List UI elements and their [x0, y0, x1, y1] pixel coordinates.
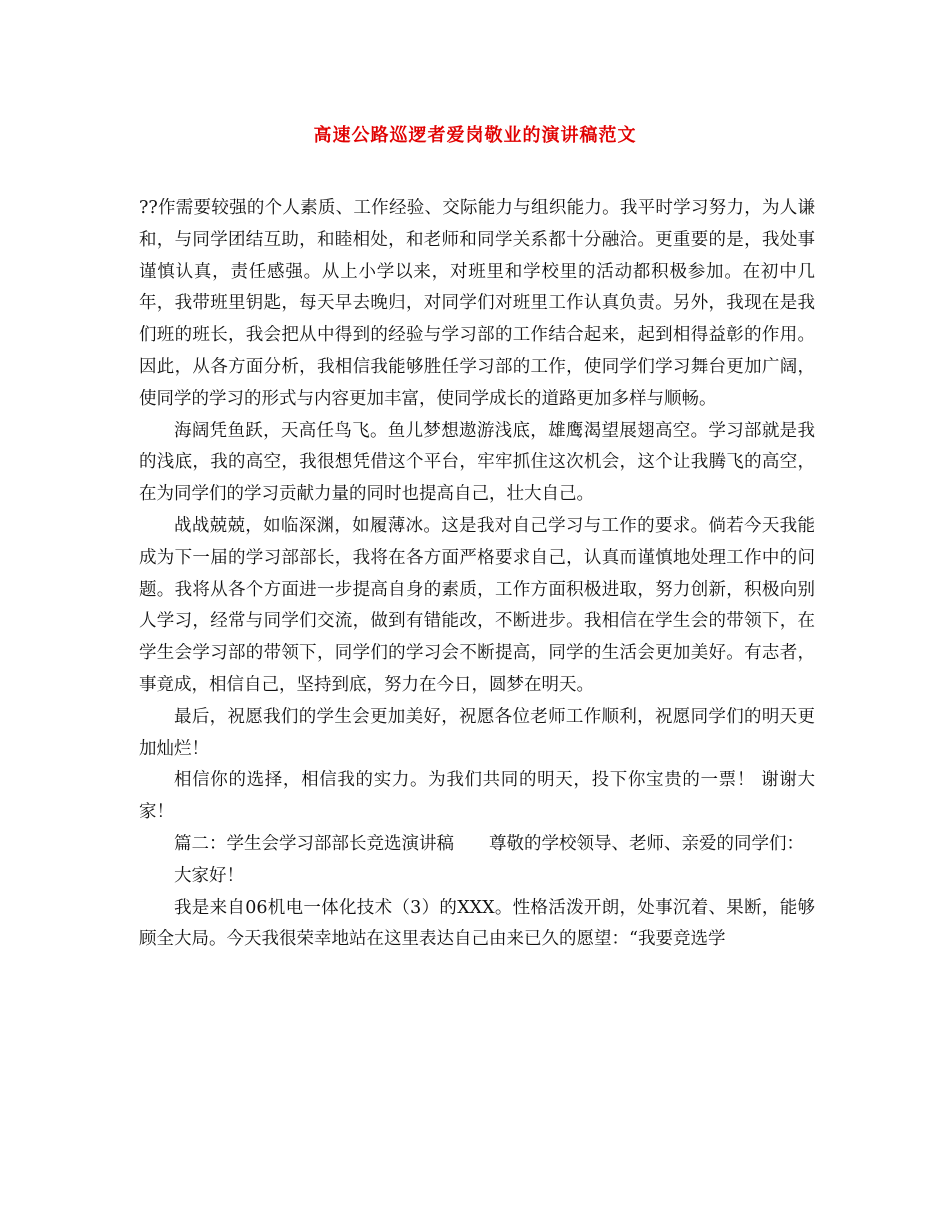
- paragraph: 海阔凭鱼跃，天高任鸟飞。鱼儿梦想遨游浅底，雄鹰渴望展翅高空。学习部就是我的浅底，我的高空，我很想凭借这个平台，牢牢抓住这次机会，这个让我腾飞的高空，在为同学们的学习贡献力量的同时也提高自己，壮大自己。: [139, 420, 815, 505]
- paragraph: 大家好！: [174, 865, 244, 886]
- paragraph: ??作需要较强的个人素质、工作经验、交际能力与组织能力。我平时学习努力，为人谦和，与同学团结互助，和睦相处，和老师和同学关系都十分融洽。更重要的是，我处事谨慎认真，责任感强。从上小学以来，对班里和学校里的活动都积极参加。在初中几年，我带班里钥匙，每天早去晚归，对同学们对班里工作认真负责。另外，我现在是我们班的班长，我会把从中得到的经验与学习部的工作结合起来，起到相得益彰的作用。因此，从各方面分析，我相信我能够胜任学习部的工作，使同学们学习舞台更加广阔， 使同学的学习的形式与内容更加丰富，使同学成长的道路更加多样与顺畅。: [139, 198, 815, 409]
- paragraph: 相信你的选择，相信我的实力。为我们共同的明天，投下你宝贵的一票！ 谢谢大家！: [139, 770, 815, 823]
- paragraph: 最后，祝愿我们的学生会更加美好，祝愿各位老师工作顺利，祝愿同学们的明天更加灿烂！: [139, 706, 815, 759]
- paragraph: 战战兢兢，如临深渊，如履薄冰。这是我对自己学习与工作的要求。倘若今天我能成为下一届的学习部部长，我将在各方面严格要求自己，认真而谨慎地处理工作中的问题。我将从各个方面进一步提高自身的素质，工作方面积极进取，努力创新，积极向别人学习，经常与同学们交流，做到有错能改，不断进步。我相信在学生会的带领下，在学生会学习部的带领下，同学们的学习会不断提高，同学的生活会更加美好。有志者，事竟成，相信自己，坚持到底，努力在今日，圆梦在明天。: [139, 515, 815, 695]
- document-title: 高速公路巡逻者爱岗敬业的演讲稿范文: [313, 125, 637, 146]
- paragraph: 篇二：学生会学习部部长竞选演讲稿 尊敬的学校领导、老师、亲爱的同学们：: [174, 833, 804, 854]
- document-body: [139, 193, 815, 956]
- paragraph: 我是来自06机电一体化技术（3）的XXX。性格活泼开朗，处事沉着、果断，能够顾全大局。今天我很荣幸地站在这里表达自己由来已久的愿望：“我要竞选学: [139, 897, 815, 950]
